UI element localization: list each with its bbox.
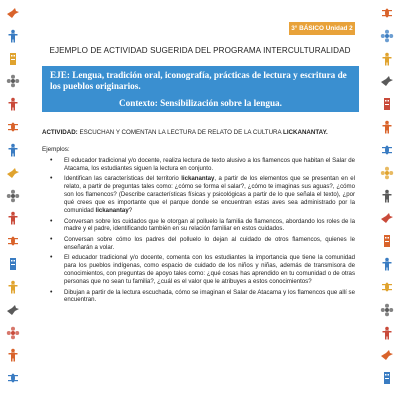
figure-icon bbox=[380, 120, 394, 134]
list-item bbox=[50, 218, 355, 234]
figure-icon bbox=[6, 29, 20, 43]
bird-icon bbox=[6, 303, 20, 317]
flower-icon bbox=[380, 303, 394, 317]
lizard-icon bbox=[380, 6, 394, 20]
activity-statement bbox=[42, 129, 372, 136]
totem-icon bbox=[6, 52, 20, 66]
lizard-icon bbox=[6, 371, 20, 385]
bird-icon bbox=[380, 348, 394, 362]
flower-icon bbox=[380, 29, 394, 43]
figure-icon bbox=[6, 97, 20, 111]
figure-icon bbox=[6, 280, 20, 294]
document-title: EJEMPLO DE ACTIVIDAD SUGERIDA DEL PROGRAMA INTERCULTURALIDAD bbox=[49, 46, 351, 55]
figure-icon bbox=[6, 348, 20, 362]
activity-culture: LICKANANTAY. bbox=[283, 129, 328, 136]
grade-unit-badge: 3° BÁSICO Unidad 2 bbox=[289, 22, 355, 35]
activity-label: ACTIVIDAD: bbox=[42, 129, 78, 136]
figure-icon bbox=[380, 326, 394, 340]
list-item-text: Conversan sobre cómo los padres del polluelo lo dejan al cuidado de otros flamencos, quienes le enseñarán a volar. bbox=[64, 235, 355, 251]
bird-icon bbox=[6, 166, 20, 180]
list-item-text: El educador tradicional y/o docente, realiza lectura de texto alusivo a los flamencos que habitan el Salar de Atacama, los estudiantes siguen la lectura en conjunto. bbox=[64, 157, 355, 172]
totem-icon bbox=[380, 234, 394, 248]
list-item bbox=[50, 175, 355, 215]
figure-icon bbox=[6, 211, 20, 225]
lizard-icon bbox=[380, 280, 394, 294]
decorative-border-right bbox=[374, 0, 400, 400]
list-item-text: El educador tradicional y/o docente, comenta con los estudiantes la importancia que tiene la comunidad para los pueblos indígenas, como espacio de cuidado de los niños y niñas, además de transmisora de conocimientos, con preguntas de apoyo tales como: ¿qué cosas has aprendido en tu comunidad o de otras personas que no sean tu familia?, ¿cuál es el valor que le atribuyes a estos conocimientos? bbox=[64, 254, 355, 286]
lizard-icon bbox=[380, 143, 394, 157]
eje-banner bbox=[42, 66, 359, 112]
lizard-icon bbox=[6, 234, 20, 248]
lizard-icon bbox=[6, 120, 20, 134]
figure-icon bbox=[6, 143, 20, 157]
figure-icon bbox=[380, 52, 394, 66]
list-item-bold: lickanantay bbox=[181, 175, 215, 183]
flower-icon bbox=[380, 166, 394, 180]
eje-title: EJE: Lengua, tradición oral, iconografía, prácticas de lectura y escritura de los pueblos originarios. bbox=[50, 70, 347, 91]
totem-icon bbox=[380, 97, 394, 111]
totem-icon bbox=[6, 257, 20, 271]
decorative-border-left bbox=[0, 0, 26, 400]
examples-list bbox=[50, 157, 355, 307]
flower-icon bbox=[6, 189, 20, 203]
list-item-text: Identifican las características del territorio bbox=[64, 175, 182, 183]
totem-icon bbox=[380, 371, 394, 385]
figure-icon bbox=[380, 189, 394, 203]
list-item-bold: lickanantay bbox=[95, 207, 129, 215]
bird-icon bbox=[6, 6, 20, 20]
examples-label: Ejemplos: bbox=[42, 146, 70, 153]
list-item-text: ? bbox=[128, 207, 133, 215]
flower-icon bbox=[6, 326, 20, 340]
activity-text: ESCUCHAN Y COMENTAN LA LECTURA DE RELATO DE LA CULTURA bbox=[79, 129, 282, 136]
list-item bbox=[50, 236, 355, 252]
figure-icon bbox=[380, 257, 394, 271]
list-item-text: , a partir de los elementos que se presentan en el relato, a partir de preguntas tales como: ¿cómo se forma el salar?, ¿cómo te imaginas sus aguas?, ¿cómo son los flamencos? (Describe características físicas y psicológicas a partir de lo que señala el texto), ¿por qué crees que es importante que el parque donde se encuentran estas aves sea administrado por la comunidad bbox=[64, 175, 356, 215]
list-item-text: Conversan sobre los cuidados que le otorgan al polluelo la familia de flamencos, abordando los roles de la madre y el padre, identificando también en su relación familiar en estos cuidados. bbox=[64, 217, 355, 233]
bird-icon bbox=[380, 211, 394, 225]
bird-icon bbox=[380, 74, 394, 88]
flower-icon bbox=[6, 74, 20, 88]
list-item-text: Dibujan a partir de la lectura escuchada, cómo se imaginan el Salar de Atacama y los flamencos que allí se encuentran. bbox=[64, 288, 355, 304]
eje-context: Contexto: Sensibilización sobre la lengua. bbox=[119, 98, 282, 108]
list-item bbox=[50, 254, 355, 286]
list-item bbox=[50, 157, 355, 173]
list-item bbox=[50, 289, 355, 305]
